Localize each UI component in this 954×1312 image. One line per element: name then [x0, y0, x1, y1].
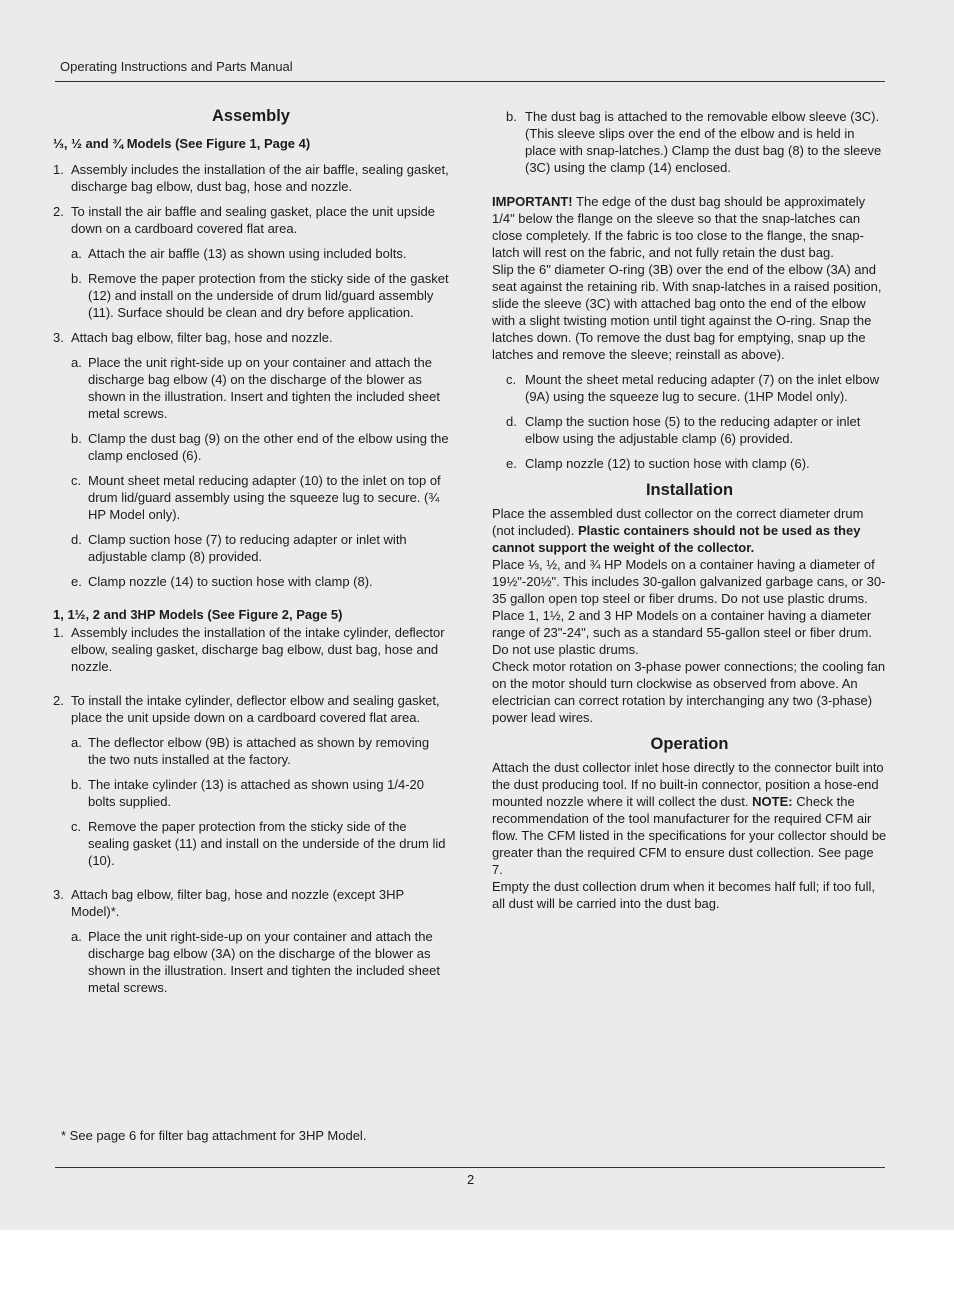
important-note — [492, 193, 887, 261]
substep-marker: e. — [71, 574, 82, 589]
operation-paragraph — [492, 759, 887, 878]
installation-paragraph — [492, 505, 887, 556]
substep-text: Clamp the suction hose (5) to the reducing adapter or inlet elbow using the adjustable clamp (6) provided. — [525, 414, 861, 446]
substep-text: Clamp suction hose (7) to reducing adapter or inlet with adjustable clamp (8) provided. — [88, 532, 407, 564]
footer-rule — [55, 1167, 885, 1168]
running-head: Operating Instructions and Parts Manual — [60, 59, 293, 74]
substep-text: The deflector elbow (9B) is attached as shown by removing the two nuts installed at the factory. — [88, 735, 430, 767]
right-column — [492, 108, 887, 912]
substep-text: The dust bag is attached to the removable elbow sleeve (3C). (This sleeve slips over the end of the elbow and is held in place with snap-latches.) Clamp the dust bag (8) to the sleeve (3C) using the clamp (14) enclosed. — [525, 109, 882, 175]
o-ring-instructions: Slip the 6" diameter O-ring (3B) over the end of the elbow (3A) and seat against the retaining rib. With snap-latches in a raised position, slide the sleeve (3C) with attached bag onto the end of the elbow with a slight twisting motion until tight against the O-ring. Snap the latches down. (To remove the dust bag for emptying, snap up the latches and remove the sleeve; reinstall as above). — [492, 262, 882, 362]
left-column — [53, 108, 449, 1004]
substep-text: Mount the sheet metal reducing adapter (7) on the inlet elbow (9A) using the squeeze lug to secure. (1HP Model only). — [525, 372, 880, 404]
step-3c — [71, 472, 449, 523]
step-2a — [71, 245, 449, 262]
substep-text: Remove the paper protection from the sticky side of the gasket (12) and install on the underside of drum lid/guard assembly (11). Surface should be clean and dry before application. — [88, 271, 449, 320]
footnote: * See page 6 for filter bag attachment for 3HP Model. — [61, 1128, 367, 1143]
substep-marker: c. — [71, 473, 82, 488]
substep-text: The intake cylinder (13) is attached as shown using 1/4-20 bolts supplied. — [88, 777, 425, 809]
step-marker: 3. — [53, 330, 64, 345]
substep-marker: a. — [71, 929, 82, 944]
motor-rotation-paragraph: Check motor rotation on 3-phase power connections; the cooling fan on the motor should turn clockwise as observed from above. An electrician can correct rotation by interchanging any two (3-phase) power lead wires. — [492, 659, 886, 725]
step-text: Attach bag elbow, filter bag, hose and nozzle. — [71, 330, 333, 345]
substep-marker: c. — [71, 819, 82, 834]
step-2a — [71, 734, 449, 768]
step-2 — [53, 203, 449, 237]
step-3d — [506, 413, 887, 447]
assembly-heading: Assembly — [212, 107, 290, 125]
note-label: NOTE: — [752, 794, 793, 809]
page-number: 2 — [467, 1172, 475, 1187]
step-3c — [506, 371, 887, 405]
step-1 — [53, 624, 449, 675]
step-3a — [71, 354, 449, 422]
substep-marker: b. — [506, 109, 517, 124]
step-marker: 2. — [53, 204, 64, 219]
step-text: Attach bag elbow, filter bag, hose and nozzle (except 3HP Model)*. — [71, 887, 404, 919]
substep-marker: a. — [71, 246, 82, 261]
step-marker: 2. — [53, 693, 64, 708]
substep-marker: b. — [71, 777, 82, 792]
emptying-paragraph: Empty the dust collection drum when it becomes half full; if too full, all dust will be carried into the dust bag. — [492, 879, 875, 911]
step-marker: 1. — [53, 162, 64, 177]
substep-text: Remove the paper protection from the sticky side of the sealing gasket (11) and install on the underside of the drum lid (10). — [88, 819, 446, 868]
substep-marker: e. — [506, 456, 517, 471]
large-models-subheading: 1, 1½, 2 and 3HP Models (See Figure 2, Page 5) — [53, 607, 343, 622]
plastic-warning: Plastic containers should not be used as they cannot support the weight of the collector. — [492, 523, 861, 555]
step-3 — [53, 886, 449, 920]
operation-note-text: Check the recommendation of the tool manufacturer for the required CFM air flow. The CFM listed in the specifications for your collector should be greater than the required CFM to ensure dust collection. See page 7. — [492, 794, 887, 877]
substep-text: Place the unit right-side up on your container and attach the discharge bag elbow (4) on the discharge of the blower as shown in the illustration. Insert and tighten the included sheet metal screws. — [88, 355, 440, 421]
step-marker: 1. — [53, 625, 64, 640]
substep-marker: d. — [71, 532, 82, 547]
step-3e — [506, 455, 887, 472]
step-3b-continued — [506, 108, 887, 176]
small-models-subheading: ⅓, ½ and ¾ Models (See Figure 1, Page 4) — [53, 136, 311, 151]
large-models-container-paragraph: Place 1, 1½, 2 and 3 HP Models on a container having a diameter range of 23"-24", such as a standard 55-gallon steel or fiber drum. Do not use plastic drums. — [492, 608, 872, 657]
step-text: Assembly includes the installation of the air baffle, sealing gasket, discharge bag elbow, dust bag, hose and nozzle. — [71, 162, 449, 194]
substep-text: Place the unit right-side-up on your container and attach the discharge bag elbow (3A) on the discharge of the blower as shown in the illustration. Insert and tighten the included sheet metal screws. — [88, 929, 440, 995]
substep-marker: b. — [71, 271, 82, 286]
important-text: The edge of the dust bag should be approximately 1/4" below the flange on the sleeve so that the snap-latches can close completely. If the fabric is too close to the flange, the snap-latch will rest on the fabric, and not fully retain the dust bag. — [492, 194, 866, 260]
substep-marker: b. — [71, 431, 82, 446]
step-2b — [71, 270, 449, 321]
substep-marker: a. — [71, 735, 82, 750]
substep-marker: a. — [71, 355, 82, 370]
substep-text: Clamp the dust bag (9) on the other end of the elbow using the clamp enclosed (6). — [88, 431, 449, 463]
step-marker: 3. — [53, 887, 64, 902]
step-text: To install the intake cylinder, deflector elbow and sealing gasket, place the unit upside down on a cardboard covered flat area. — [71, 693, 440, 725]
substep-marker: c. — [506, 372, 517, 387]
operation-text: Attach the dust collector inlet hose directly to the connector built into the dust producing tool. If no built-in connector, position a hose-end mounted nozzle where it will collect the dust. — [492, 760, 884, 809]
step-2c — [71, 818, 449, 869]
step-2 — [53, 692, 449, 726]
substep-marker: d. — [506, 414, 517, 429]
important-label: IMPORTANT! — [492, 194, 573, 209]
step-text: To install the air baffle and sealing gasket, place the unit upside down on a cardboard covered flat area. — [71, 204, 435, 236]
step-3a — [71, 928, 449, 996]
step-3 — [53, 329, 449, 346]
substep-text: Attach the air baffle (13) as shown using included bolts. — [88, 246, 407, 261]
step-text: Assembly includes the installation of the intake cylinder, deflector elbow, sealing gasket, discharge bag elbow, dust bag, hose and nozzle. — [71, 625, 445, 674]
small-models-container-paragraph: Place ⅓, ½, and ¾ HP Models on a container having a diameter of 19½"-20½". This includes 30-gallon galvanized garbage cans, or 30-35 gallon open top steel or fiber drums. Do not use plastic drums. — [492, 557, 886, 606]
step-3e — [71, 573, 449, 590]
substep-text: Mount sheet metal reducing adapter (10) to the inlet on top of drum lid/guard assembly using the squeeze lug to secure. (¾ HP Model only). — [88, 473, 441, 522]
step-2b — [71, 776, 449, 810]
step-3d — [71, 531, 449, 565]
operation-heading: Operation — [650, 735, 729, 753]
header-rule — [55, 81, 885, 82]
step-3b — [71, 430, 449, 464]
substep-text: Clamp nozzle (12) to suction hose with clamp (6). — [525, 456, 810, 471]
substep-text: Clamp nozzle (14) to suction hose with clamp (8). — [88, 574, 373, 589]
installation-text: Place the assembled dust collector on the correct diameter drum (not included). — [492, 506, 864, 538]
installation-heading: Installation — [645, 481, 734, 499]
step-1 — [53, 161, 449, 195]
